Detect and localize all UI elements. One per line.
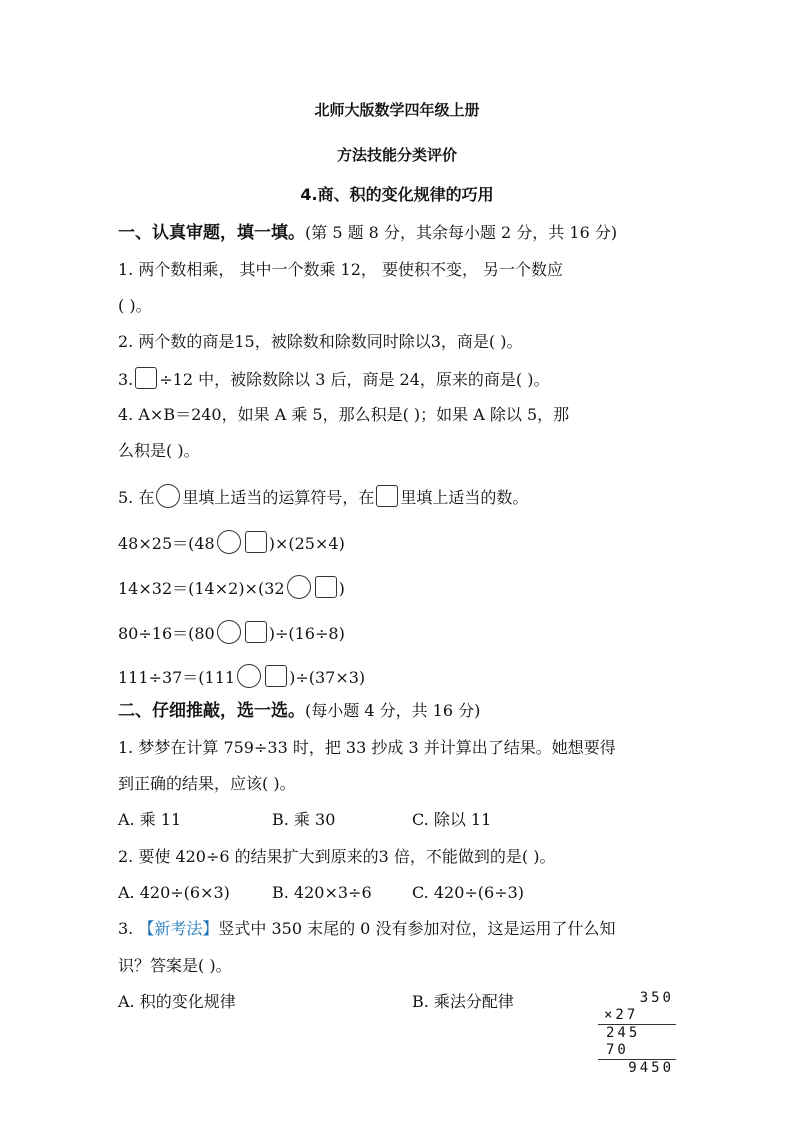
dividend-blank-box[interactable]: [135, 367, 157, 389]
section2-heading-text: 二、仔细推敲，选一选。: [118, 701, 305, 721]
eq1-left: 48×25＝(48: [118, 534, 215, 553]
s2-q3-line2: 识？答案是( )。: [118, 956, 232, 975]
operator-circle-sample: [156, 484, 180, 508]
eq3-operator-circle[interactable]: [217, 620, 241, 644]
multiplier: ×27: [604, 1007, 639, 1023]
final-product: 9450: [628, 1060, 674, 1076]
equation-4: [118, 664, 365, 689]
eq3-right: )÷(16÷8): [268, 624, 345, 643]
s1-q2: 2. 两个数的商是15，被除数和除数同时除以3，商是( )。: [118, 332, 523, 351]
eq3-number-box[interactable]: [245, 621, 267, 643]
s1-q3-text: ÷12 中，被除数除以 3 后，商是 24，原来的商是( )。: [159, 370, 550, 389]
book-title: 北师大版数学四年级上册: [314, 101, 480, 119]
partial-product-1: 245: [606, 1025, 641, 1041]
s2-q1-option-b[interactable]: B. 乘 30: [272, 810, 336, 829]
new-method-tag: 【新考法】: [138, 919, 219, 938]
eq4-number-box[interactable]: [265, 665, 287, 687]
assessment-subtitle: 方法技能分类评价: [336, 146, 457, 164]
section2-heading: [118, 700, 480, 722]
eq3-left: 80÷16＝(80: [118, 624, 215, 643]
s2-q3-line1: [118, 918, 615, 940]
s2-q3-option-b[interactable]: B. 乘法分配律: [412, 992, 514, 1011]
s1-q4-line1: 4. A×B＝240，如果 A 乘 5，那么积是( )；如果 A 除以 5，那: [118, 405, 570, 424]
unit-title: 4.商、积的变化规律的巧用: [300, 185, 494, 204]
s1-q1-line2: ( )。: [118, 296, 152, 315]
s1-q4-line2: 么积是( )。: [118, 441, 200, 460]
s2-q2-option-c[interactable]: C. 420÷(6÷3): [412, 883, 525, 902]
s2-q2-option-a[interactable]: A. 420÷(6×3): [118, 883, 230, 902]
eq4-operator-circle[interactable]: [237, 664, 261, 688]
eq2-left: 14×32＝(14×2)×(32: [118, 579, 285, 598]
number-box-sample: [376, 485, 398, 507]
s2-q3-number: 3.: [118, 919, 134, 938]
multiplicand: 350: [639, 990, 674, 1006]
eq1-right: )×(25×4): [268, 534, 345, 553]
section2-score-note: (每小题 4 分，共 16 分): [305, 701, 481, 720]
s1-q3: [118, 367, 550, 391]
s2-q1-line2: 到正确的结果，应该( )。: [118, 774, 296, 793]
vertical-multiplication: [598, 990, 676, 1077]
eq4-left: 111÷37＝(111: [118, 668, 236, 687]
s1-q5-text-a: 5. 在: [118, 488, 155, 507]
s2-q3-option-a[interactable]: A. 积的变化规律: [118, 992, 236, 1011]
s2-q2: 2. 要使 420÷6 的结果扩大到原来的3 倍，不能做到的是( )。: [118, 847, 556, 866]
section1-score-note: (第 5 题 8 分，其余每小题 2 分，共 16 分): [305, 223, 618, 242]
s1-q5: [118, 484, 528, 509]
s2-q1-option-c[interactable]: C. 除以 11: [412, 810, 492, 829]
eq1-operator-circle[interactable]: [217, 530, 241, 554]
eq1-number-box[interactable]: [245, 531, 267, 553]
s2-q1-option-a[interactable]: A. 乘 11: [118, 810, 182, 829]
s1-q3-number: 3.: [118, 370, 134, 389]
partial-product-2: 70: [606, 1042, 629, 1058]
eq4-right: )÷(37×3): [289, 668, 366, 687]
eq2-operator-circle[interactable]: [287, 575, 311, 599]
s1-q5-text-b: 里填上适当的运算符号，在: [182, 488, 375, 507]
s2-q3-text: 竖式中 350 末尾的 0 没有参加对位，这是运用了什么知: [218, 919, 616, 938]
s1-q1-line1: 1. 两个数相乘， 其中一个数乘 12， 要使积不变， 另一个数应: [118, 260, 564, 279]
equation-3: [118, 620, 345, 645]
s1-q5-text-c: 里填上适当的数。: [400, 488, 529, 507]
s2-q2-option-b[interactable]: B. 420×3÷6: [272, 883, 372, 902]
equation-1: [118, 530, 345, 555]
eq2-right: ): [338, 579, 345, 598]
section1-heading: [118, 222, 617, 244]
eq2-number-box[interactable]: [315, 576, 337, 598]
equation-2: [118, 575, 345, 600]
section1-heading-text: 一、认真审题，填一填。: [118, 223, 305, 243]
s2-q1-line1: 1. 梦梦在计算 759÷33 时，把 33 抄成 3 并计算出了结果。她想要得: [118, 738, 616, 757]
